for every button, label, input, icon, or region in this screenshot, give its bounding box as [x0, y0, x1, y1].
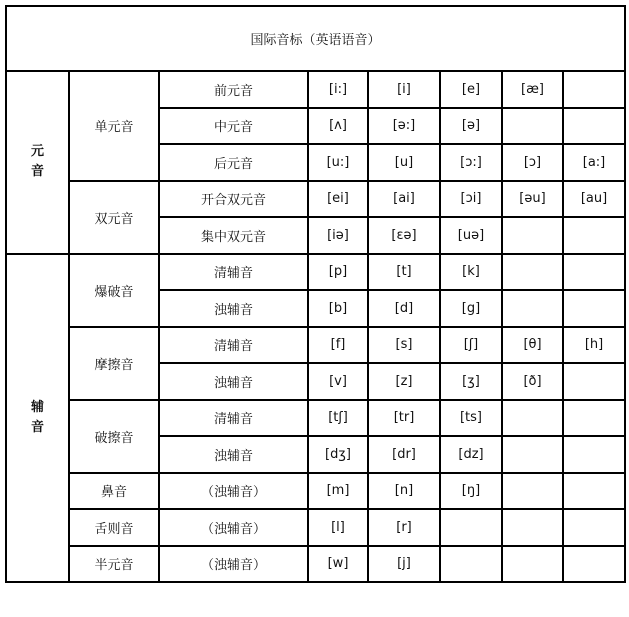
symbol-cell: [ð] — [502, 363, 563, 400]
symbol-cell: [k] — [440, 254, 502, 291]
symbol-cell — [563, 546, 625, 583]
symbol-cell: [i:] — [308, 71, 368, 108]
symbol-cell — [502, 546, 563, 583]
type-cell: 清辅音 — [159, 254, 308, 291]
symbol-cell: [u] — [368, 144, 440, 181]
symbol-cell — [502, 254, 563, 291]
symbol-cell: [ə:] — [368, 108, 440, 145]
symbol-cell: [s] — [368, 327, 440, 364]
symbol-cell: [i] — [368, 71, 440, 108]
symbol-cell: [j] — [368, 546, 440, 583]
type-cell: 清辅音 — [159, 400, 308, 437]
symbol-cell — [502, 400, 563, 437]
type-cell: （浊辅音） — [159, 509, 308, 546]
symbol-cell: [b] — [308, 290, 368, 327]
table-row — [6, 400, 625, 437]
symbol-cell: [θ] — [502, 327, 563, 364]
symbol-cell: [ts] — [440, 400, 502, 437]
symbol-cell: [h] — [563, 327, 625, 364]
symbol-cell — [502, 217, 563, 254]
symbol-cell: [u:] — [308, 144, 368, 181]
symbol-cell — [563, 400, 625, 437]
type-cell: 中元音 — [159, 108, 308, 145]
symbol-cell — [440, 546, 502, 583]
symbol-cell: [m] — [308, 473, 368, 510]
symbol-cell — [563, 473, 625, 510]
subcategory-cell: 舌则音 — [69, 509, 159, 546]
symbol-cell: [əu] — [502, 181, 563, 218]
symbol-cell — [563, 290, 625, 327]
symbol-cell: [ʒ] — [440, 363, 502, 400]
table-row — [6, 473, 625, 510]
symbol-cell: [æ] — [502, 71, 563, 108]
symbol-cell: [p] — [308, 254, 368, 291]
symbol-cell — [502, 473, 563, 510]
symbol-cell: [ʃ] — [440, 327, 502, 364]
symbol-cell: [ʌ] — [308, 108, 368, 145]
type-cell: 清辅音 — [159, 327, 308, 364]
table-row — [6, 71, 625, 108]
symbol-cell: [ŋ] — [440, 473, 502, 510]
symbol-cell: [z] — [368, 363, 440, 400]
subcategory-cell: 破擦音 — [69, 400, 159, 473]
symbol-cell — [502, 290, 563, 327]
symbol-cell — [502, 509, 563, 546]
symbol-cell — [563, 509, 625, 546]
symbol-cell: [tr] — [368, 400, 440, 437]
subcategory-cell: 摩擦音 — [69, 327, 159, 400]
symbol-cell: [f] — [308, 327, 368, 364]
symbol-cell: [dr] — [368, 436, 440, 473]
type-cell: （浊辅音） — [159, 546, 308, 583]
subcategory-cell: 鼻音 — [69, 473, 159, 510]
symbol-cell — [563, 363, 625, 400]
subcategory-cell: 半元音 — [69, 546, 159, 583]
type-cell: 后元音 — [159, 144, 308, 181]
symbol-cell: [e] — [440, 71, 502, 108]
symbol-cell — [563, 436, 625, 473]
type-cell: 浊辅音 — [159, 290, 308, 327]
subcategory-cell: 爆破音 — [69, 254, 159, 327]
table-row — [6, 546, 625, 583]
symbol-cell: [r] — [368, 509, 440, 546]
type-cell: 集中双元音 — [159, 217, 308, 254]
symbol-cell: [d] — [368, 290, 440, 327]
symbol-cell: [ə] — [440, 108, 502, 145]
table-row — [6, 327, 625, 364]
symbol-cell — [563, 217, 625, 254]
symbol-cell: [ɔi] — [440, 181, 502, 218]
type-cell: 浊辅音 — [159, 436, 308, 473]
symbol-cell: [ɔ:] — [440, 144, 502, 181]
symbol-cell — [502, 436, 563, 473]
symbol-cell: [t] — [368, 254, 440, 291]
symbol-cell: [g] — [440, 290, 502, 327]
table-title: 国际音标（英语语音） — [6, 6, 625, 71]
type-cell: 浊辅音 — [159, 363, 308, 400]
type-cell: （浊辅音） — [159, 473, 308, 510]
symbol-cell: [au] — [563, 181, 625, 218]
symbol-cell: [ɛə] — [368, 217, 440, 254]
symbol-cell: [ei] — [308, 181, 368, 218]
category-cell: 辅 音 — [6, 254, 69, 583]
symbol-cell: [v] — [308, 363, 368, 400]
symbol-cell: [ai] — [368, 181, 440, 218]
table-row — [6, 254, 625, 291]
ipa-table — [5, 5, 626, 583]
symbol-cell: [dʒ] — [308, 436, 368, 473]
symbol-cell: [a:] — [563, 144, 625, 181]
category-cell: 元 音 — [6, 71, 69, 254]
symbol-cell: [l] — [308, 509, 368, 546]
subcategory-cell: 双元音 — [69, 181, 159, 254]
table-row — [6, 181, 625, 218]
symbol-cell — [440, 509, 502, 546]
symbol-cell — [563, 254, 625, 291]
symbol-cell: [tʃ] — [308, 400, 368, 437]
table-row — [6, 509, 625, 546]
symbol-cell — [502, 108, 563, 145]
symbol-cell: [iə] — [308, 217, 368, 254]
symbol-cell — [563, 108, 625, 145]
symbol-cell: [uə] — [440, 217, 502, 254]
subcategory-cell: 单元音 — [69, 71, 159, 181]
symbol-cell: [n] — [368, 473, 440, 510]
symbol-cell: [ɔ] — [502, 144, 563, 181]
symbol-cell: [w] — [308, 546, 368, 583]
type-cell: 前元音 — [159, 71, 308, 108]
symbol-cell: [dz] — [440, 436, 502, 473]
symbol-cell — [563, 71, 625, 108]
type-cell: 开合双元音 — [159, 181, 308, 218]
